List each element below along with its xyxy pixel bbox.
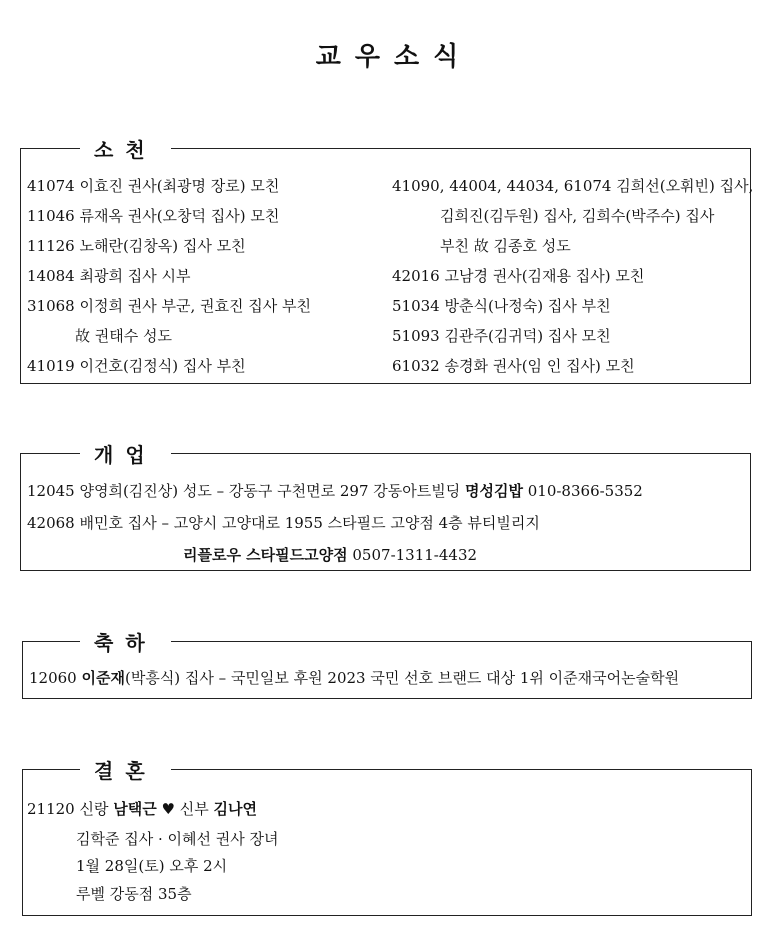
socheon-left-1: 41074 이효진 권사(최광명 장로) 모친 [27, 177, 280, 195]
section-heading-socheon: 소천 [80, 138, 171, 162]
wedding-mid: 신부 [174, 800, 214, 818]
opening-line-3 [183, 545, 477, 565]
congrats-bold: 이준재 [81, 669, 125, 687]
wedding-parents: 김학준 집사 · 이혜선 권사 장녀 [76, 830, 279, 848]
socheon-right-7: 61032 송경화 권사(임 인 집사) 모친 [392, 357, 635, 375]
opening-line-1-prefix: 12045 양영희(김진상) 성도 – 강동구 구천면로 297 강동아트빌딩 [27, 482, 465, 500]
wedding-heart: ♥ [161, 800, 175, 818]
socheon-right-5: 51034 방춘식(나정숙) 집사 부친 [392, 297, 611, 315]
socheon-right-4: 42016 고남경 권사(김재용 집사) 모친 [392, 267, 645, 285]
opening-line-2: 42068 배민호 집사 – 고양시 고양대로 1955 스타필드 고양점 4층 뷰티빌리지 [27, 514, 540, 532]
opening-line-1 [27, 481, 643, 501]
wedding-line-1 [27, 799, 257, 819]
socheon-left-5: 31068 이정희 권사 부군, 권효진 집사 부친 [27, 297, 311, 315]
opening-line-3-bold: 리플로우 스타필드고양점 [183, 546, 348, 564]
socheon-right-6: 51093 김관주(김귀덕) 집사 모친 [392, 327, 611, 345]
wedding-bride: 김나연 [213, 800, 257, 818]
socheon-right-2: 김희진(김두원) 집사, 김희수(박주수) 집사 [440, 207, 715, 225]
wedding-venue: 루벨 강동점 35층 [76, 885, 192, 903]
wedding-date: 1월 28일(토) 오후 2시 [76, 857, 228, 875]
section-heading-wedding: 결혼 [80, 759, 171, 783]
wedding-groom: 남택근 [113, 800, 157, 818]
socheon-left-7: 41019 이건호(김정식) 집사 부친 [27, 357, 246, 375]
wedding-prefix: 21120 신랑 [27, 800, 114, 818]
socheon-right-1: 41090, 44004, 44034, 61074 김희선(오휘빈) 집사, [392, 177, 754, 195]
page-title: 교우소식 [315, 42, 473, 72]
socheon-left-4: 14084 최광희 집사 시부 [27, 267, 191, 285]
congrats-line [29, 668, 679, 688]
opening-line-3-suffix: 0507-1311-4432 [347, 546, 478, 564]
opening-line-1-bold: 명성김밥 [465, 482, 523, 500]
section-heading-opening: 개업 [80, 443, 171, 467]
congrats-suffix: (박흥식) 집사 – 국민일보 후원 2023 국민 선호 브랜드 대상 1위 이준재국어논술학원 [124, 669, 680, 687]
socheon-left-3: 11126 노해란(김창옥) 집사 모친 [27, 237, 246, 255]
socheon-left-6: 故 권태수 성도 [75, 327, 172, 345]
socheon-left-2: 11046 류재옥 권사(오창덕 집사) 모친 [27, 207, 280, 225]
opening-line-1-suffix: 010-8366-5352 [522, 482, 643, 500]
section-heading-congrats: 축하 [80, 631, 171, 655]
socheon-right-3: 부친 故 김종호 성도 [440, 237, 571, 255]
congrats-prefix: 12060 [29, 669, 82, 687]
